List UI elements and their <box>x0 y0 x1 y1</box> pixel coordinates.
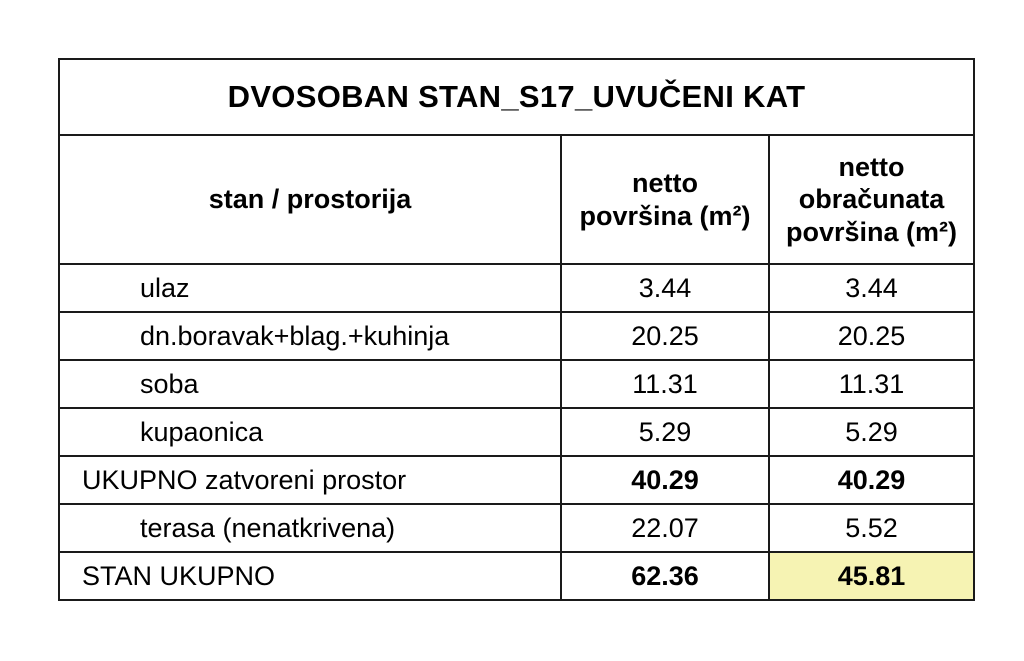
net-area-value: 20.25 <box>561 312 769 360</box>
table-row <box>59 408 974 456</box>
room-name: ulaz <box>59 264 561 312</box>
table-row <box>59 360 974 408</box>
net-area-value: 3.44 <box>561 264 769 312</box>
total-label: STAN UKUPNO <box>59 552 561 600</box>
area-table <box>58 58 975 601</box>
area-table-container <box>58 58 973 600</box>
calc-area-value: 3.44 <box>769 264 974 312</box>
calc-area-value: 5.52 <box>769 504 974 552</box>
calc-area-value: 11.31 <box>769 360 974 408</box>
net-area-value: 22.07 <box>561 504 769 552</box>
calc-area-value: 5.29 <box>769 408 974 456</box>
subtotal-label: UKUPNO zatvoreni prostor <box>59 456 561 504</box>
table-row <box>59 264 974 312</box>
room-name: dn.boravak+blag.+kuhinja <box>59 312 561 360</box>
table-row <box>59 504 974 552</box>
room-name: kupaonica <box>59 408 561 456</box>
header-net-calc-line2: obračunata <box>798 184 945 215</box>
table-title: DVOSOBAN STAN_S17_UVUČENI KAT <box>59 59 974 135</box>
table-row <box>59 312 974 360</box>
total-row <box>59 552 974 600</box>
header-net-calc-area <box>769 135 974 264</box>
header-net-area-line1: netto <box>632 168 698 199</box>
header-name: stan / prostorija <box>59 135 561 264</box>
room-name: terasa (nenatkrivena) <box>59 504 561 552</box>
header-net-area-line2: površina (m²) <box>579 200 751 231</box>
subtotal-row <box>59 456 974 504</box>
net-area-value: 5.29 <box>561 408 769 456</box>
subtotal-calc-value: 40.29 <box>769 456 974 504</box>
header-row <box>59 135 974 264</box>
title-row <box>59 59 974 135</box>
total-net-value: 62.36 <box>561 552 769 600</box>
calc-area-value: 20.25 <box>769 312 974 360</box>
header-net-area <box>561 135 769 264</box>
subtotal-net-value: 40.29 <box>561 456 769 504</box>
total-calc-value: 45.81 <box>769 552 974 600</box>
room-name: soba <box>59 360 561 408</box>
header-net-calc-line3: površina (m²) <box>785 216 958 247</box>
net-area-value: 11.31 <box>561 360 769 408</box>
header-net-calc-line1: netto <box>838 151 905 182</box>
